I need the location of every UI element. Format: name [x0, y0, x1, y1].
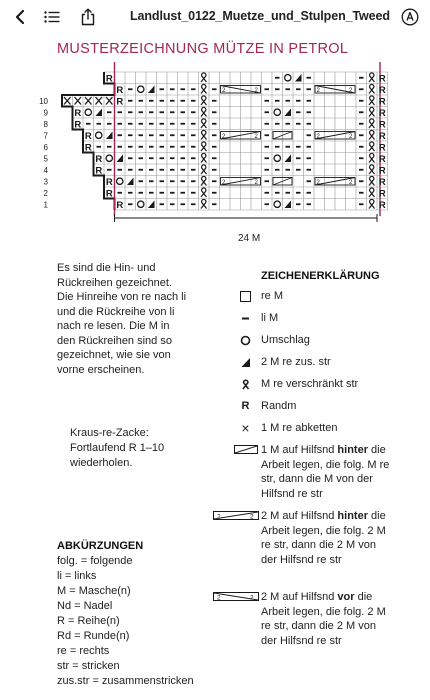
- purl-mark: [307, 111, 312, 113]
- legend-heading: ZEICHENERKLÄRUNG: [261, 270, 380, 282]
- purl-mark: [307, 100, 312, 102]
- yarnover-mark: [85, 109, 91, 115]
- edge-stitch-mark: R: [105, 176, 113, 188]
- purl-mark: [139, 100, 144, 102]
- purl-mark: [160, 203, 165, 205]
- purl-mark: [296, 111, 301, 113]
- purl-mark: [286, 192, 291, 194]
- purl-mark: [212, 146, 217, 148]
- legend-item-purl: li M: [230, 311, 391, 326]
- cable-badge: 2: [222, 180, 226, 186]
- purl-mark: [97, 123, 102, 125]
- purl-mark: [359, 111, 364, 113]
- legend-item-edge: R Randm: [241, 400, 297, 412]
- purl-mark: [265, 192, 270, 194]
- purl-mark: [212, 88, 217, 90]
- purl-mark: [191, 169, 196, 171]
- purl-mark: [118, 111, 123, 113]
- purl-mark: [149, 111, 154, 113]
- cable-badge: 2: [349, 88, 353, 94]
- edge-stitch-mark: R: [378, 73, 386, 85]
- edge-stitch-mark: R: [378, 188, 386, 200]
- purl-mark: [139, 146, 144, 148]
- purl-mark: [359, 123, 364, 125]
- legend-item-yarnover: Umschlag: [230, 333, 391, 348]
- edge-stitch-mark: R: [84, 130, 92, 142]
- cable-badge: 2: [222, 134, 226, 140]
- purl-mark: [212, 203, 217, 205]
- purl-mark: [149, 123, 154, 125]
- edge-stitch-mark: R: [116, 84, 124, 96]
- purl-mark: [97, 146, 102, 148]
- k2tog-mark: [106, 132, 113, 140]
- edge-stitch-mark: R: [378, 176, 386, 188]
- purl-mark: [128, 192, 133, 194]
- purl-mark: [212, 134, 217, 136]
- chart-width-label: 24 M: [238, 233, 261, 244]
- row-number: 1: [43, 200, 48, 210]
- purl-mark: [160, 157, 165, 159]
- purl-mark: [191, 203, 196, 205]
- legend-item-knit: re M: [230, 289, 391, 304]
- cable-badge: 2: [349, 134, 353, 140]
- share-button[interactable]: [76, 5, 100, 29]
- purl-mark: [359, 77, 364, 79]
- purl-mark: [307, 146, 312, 148]
- purl-mark: [359, 180, 364, 182]
- twisted-stitch-mark: [369, 165, 375, 174]
- purl-mark: [118, 134, 123, 136]
- purl-mark: [170, 146, 175, 148]
- purl-mark: [359, 192, 364, 194]
- purl-mark: [160, 88, 165, 90]
- yarnover-mark: [138, 86, 144, 92]
- twisted-stitch-mark: [369, 96, 375, 105]
- abbreviation-item: str = stricken: [57, 660, 120, 672]
- filled-triangle-icon: [240, 357, 251, 368]
- yarnover-mark: [285, 75, 291, 81]
- row-number: 7: [43, 131, 48, 141]
- purl-mark: [139, 192, 144, 194]
- purl-mark: [296, 169, 301, 171]
- purl-mark: [286, 146, 291, 148]
- intro-text: Es sind die Hin- und Rückreihen gezeichnet. Die Hinreihe von re nach li und die Rückreihe von li nach re lesen. Die M in den Rückreihen sind so gezeichnet, wie sie von vorne erscheinen.: [57, 262, 187, 376]
- markup-pen-icon: [401, 8, 419, 26]
- purl-mark: [296, 157, 301, 159]
- legend-item-cable-2-back: 2 2 2 M auf Hilfsnd hinter die Arbeit legen, die folg. 2 M re str, dann die 2 M von der Hilfsnd re str: [210, 509, 391, 567]
- letter-r-icon: R: [241, 400, 250, 412]
- purl-mark: [265, 88, 270, 90]
- cable-badge: 2: [316, 88, 320, 94]
- purl-mark: [160, 123, 165, 125]
- share-icon: [80, 8, 96, 26]
- cable-badge: 2: [316, 180, 320, 186]
- purl-mark: [296, 146, 301, 148]
- purl-mark: [170, 180, 175, 182]
- purl-mark: [181, 88, 186, 90]
- purl-mark: [118, 146, 123, 148]
- purl-mark: [307, 88, 312, 90]
- purl-mark: [118, 169, 123, 171]
- purl-mark: [139, 111, 144, 113]
- abbreviation-item: M = Masche(n): [57, 585, 131, 597]
- purl-mark: [181, 100, 186, 102]
- purl-mark: [307, 203, 312, 205]
- twisted-stitch-mark: [201, 73, 207, 82]
- purl-mark: [265, 123, 270, 125]
- purl-mark: [265, 203, 270, 205]
- twisted-stitch-mark: [369, 73, 375, 82]
- purl-mark: [286, 88, 291, 90]
- yarnover-mark: [274, 109, 280, 115]
- purl-mark: [128, 134, 133, 136]
- bindoff-mark: [106, 97, 113, 105]
- purl-mark: [181, 146, 186, 148]
- abbreviation-item: R = Reihe(n): [57, 615, 120, 627]
- k2tog-mark: [127, 178, 134, 186]
- edge-stitch-mark: R: [74, 107, 82, 119]
- purl-mark: [296, 123, 301, 125]
- purl-mark: [149, 157, 154, 159]
- twisted-stitch-mark: [369, 84, 375, 93]
- purl-mark: [149, 169, 154, 171]
- purl-mark: [181, 123, 186, 125]
- purl-mark: [359, 169, 364, 171]
- yarnover-mark: [274, 201, 280, 207]
- row-number: 3: [43, 177, 48, 187]
- k2tog-mark: [285, 109, 292, 117]
- twisted-stitch-mark: [369, 142, 375, 151]
- purl-mark: [359, 203, 364, 205]
- cable-2-front-icon: [213, 592, 259, 602]
- svg-text:2: 2: [249, 594, 254, 602]
- purl-mark: [170, 88, 175, 90]
- purl-mark: [212, 192, 217, 194]
- edge-stitch-mark: R: [105, 73, 113, 85]
- edge-stitch-mark: R: [378, 130, 386, 142]
- k2tog-mark: [285, 155, 292, 163]
- knitting-chart: [0, 60, 430, 240]
- purl-mark: [160, 100, 165, 102]
- k2tog-mark: [117, 155, 124, 163]
- twisted-stitch-mark: [369, 188, 375, 197]
- purl-mark: [307, 134, 312, 136]
- purl-mark: [296, 203, 301, 205]
- purl-mark: [307, 77, 312, 79]
- twisted-stitch-mark: [201, 119, 207, 128]
- purl-mark: [160, 180, 165, 182]
- edge-stitch-mark: R: [84, 142, 92, 154]
- purl-mark: [275, 146, 280, 148]
- edge-stitch-mark: R: [378, 96, 386, 108]
- edge-stitch-mark: R: [116, 96, 124, 108]
- x-mark-icon: ×: [241, 420, 250, 436]
- purl-mark: [107, 111, 112, 113]
- purl-mark: [118, 123, 123, 125]
- purl-mark: [212, 123, 217, 125]
- bindoff-mark: [96, 97, 103, 105]
- purl-mark: [359, 157, 364, 159]
- purl-mark: [275, 192, 280, 194]
- yarnover-mark: [96, 132, 102, 138]
- twisted-stitch-mark: [369, 107, 375, 116]
- purl-mark: [286, 100, 291, 102]
- cable-badge: 2: [349, 180, 353, 186]
- cable-badge: 2: [316, 134, 320, 140]
- purl-mark: [160, 146, 165, 148]
- purl-mark: [128, 88, 133, 90]
- purl-mark: [170, 203, 175, 205]
- purl-mark: [307, 157, 312, 159]
- document-title: Landlust_0122_Muetze_und_Stulpen_Tweed: [130, 9, 390, 23]
- purl-mark: [128, 100, 133, 102]
- yarnover-mark: [138, 201, 144, 207]
- purl-mark: [181, 203, 186, 205]
- purl-mark: [128, 146, 133, 148]
- legend-item-twisted: M re verschränkt str: [230, 377, 391, 392]
- row-number: 9: [43, 108, 48, 118]
- purl-mark: [191, 192, 196, 194]
- yarnover-mark: [274, 155, 280, 161]
- purl-mark: [359, 134, 364, 136]
- purl-mark: [359, 146, 364, 148]
- purl-mark: [359, 88, 364, 90]
- purl-mark: [265, 169, 270, 171]
- legend-item-cable-2-front: 2 2 2 M auf Hilfsnd vor die Arbeit legen, die folg. 2 M re str, dann die 2 M von der Hilfsnd re str: [210, 590, 391, 648]
- edge-stitch-mark: R: [378, 107, 386, 119]
- zacke-text: Kraus-re-Zacke: Fortlaufend R 1–10 wiederholen.: [70, 427, 165, 469]
- back-button[interactable]: [8, 5, 32, 29]
- abbreviation-item: Rd = Runde(n): [57, 630, 130, 642]
- purl-mark: [212, 169, 217, 171]
- edge-stitch-mark: R: [378, 199, 386, 211]
- edge-stitch-mark: R: [378, 84, 386, 96]
- cable-badge: 2: [222, 88, 226, 94]
- yarnover-mark: [106, 155, 112, 161]
- abbreviation-item: folg. = folgende: [57, 555, 133, 567]
- bindoff-mark: [64, 97, 71, 105]
- legend-item-k2tog: 2 M re zus. str: [230, 355, 391, 370]
- purl-mark: [307, 169, 312, 171]
- cable-badge: 2: [254, 134, 258, 140]
- edge-stitch-mark: R: [378, 165, 386, 177]
- purl-mark: [212, 100, 217, 102]
- purl-mark: [181, 111, 186, 113]
- purl-mark: [275, 100, 280, 102]
- purl-mark: [286, 169, 291, 171]
- purl-mark: [181, 192, 186, 194]
- abbreviation-item: re = rechts: [57, 645, 110, 657]
- row-number: 6: [43, 143, 48, 152]
- edge-stitch-mark: R: [74, 119, 82, 131]
- edge-stitch-mark: R: [378, 119, 386, 131]
- purl-mark: [265, 134, 270, 136]
- purl-mark: [160, 192, 165, 194]
- row-number: 5: [43, 154, 48, 164]
- twisted-stitch-mark: [369, 176, 375, 185]
- cable-1-back-icon: [234, 445, 258, 455]
- k2tog-mark: [148, 201, 155, 209]
- purl-mark: [128, 111, 133, 113]
- purl-mark: [191, 123, 196, 125]
- bindoff-mark: [75, 97, 82, 105]
- purl-mark: [212, 180, 217, 182]
- purl-mark: [191, 146, 196, 148]
- purl-mark: [160, 169, 165, 171]
- abbreviation-item: Nd = Nadel: [57, 600, 113, 612]
- dash-icon: [240, 313, 251, 324]
- purl-mark: [128, 169, 133, 171]
- purl-mark: [265, 100, 270, 102]
- twisted-stitch-mark: [201, 142, 207, 151]
- purl-mark: [275, 88, 280, 90]
- purl-mark: [170, 157, 175, 159]
- k2tog-mark: [96, 109, 103, 117]
- row-number: 10: [39, 97, 48, 106]
- twisted-stitch-mark: [201, 130, 207, 139]
- edge-stitch-mark: R: [105, 188, 113, 200]
- purl-mark: [139, 169, 144, 171]
- edge-stitch-mark: R: [95, 153, 103, 165]
- purl-mark: [170, 100, 175, 102]
- list-icon: [44, 11, 60, 23]
- purl-mark: [149, 192, 154, 194]
- purl-mark: [149, 100, 154, 102]
- purl-mark: [170, 134, 175, 136]
- purl-mark: [191, 157, 196, 159]
- svg-text:2: 2: [216, 594, 221, 602]
- purl-mark: [139, 123, 144, 125]
- purl-mark: [275, 169, 280, 171]
- k2tog-mark: [285, 201, 292, 209]
- twisted-stitch-mark: [201, 84, 207, 93]
- empty-square-icon: [240, 291, 251, 302]
- purl-mark: [170, 123, 175, 125]
- purl-mark: [118, 192, 123, 194]
- purl-mark: [107, 169, 112, 171]
- purl-mark: [265, 180, 270, 182]
- purl-mark: [265, 157, 270, 159]
- row-number: 2: [43, 189, 48, 198]
- twisted-stitch-mark: [369, 119, 375, 128]
- purl-mark: [107, 123, 112, 125]
- chevron-left-icon: [14, 9, 26, 25]
- purl-mark: [265, 111, 270, 113]
- twisted-stitch-mark: [201, 153, 207, 162]
- twisted-stitch-mark: [201, 96, 207, 105]
- purl-mark: [139, 134, 144, 136]
- twisted-stitch-mark: [369, 153, 375, 162]
- purl-mark: [160, 134, 165, 136]
- abbreviations-list: [57, 554, 217, 689]
- purl-mark: [191, 111, 196, 113]
- purl-mark: [191, 180, 196, 182]
- purl-mark: [286, 123, 291, 125]
- purl-mark: [296, 192, 301, 194]
- purl-mark: [160, 111, 165, 113]
- purl-mark: [191, 88, 196, 90]
- purl-mark: [191, 100, 196, 102]
- purl-mark: [139, 180, 144, 182]
- twisted-stitch-mark: [201, 176, 207, 185]
- purl-mark: [307, 180, 312, 182]
- purl-mark: [128, 123, 133, 125]
- purl-mark: [181, 134, 186, 136]
- purl-mark: [181, 169, 186, 171]
- chart-title: MUSTERZEICHNUNG MÜTZE IN PETROL: [57, 41, 349, 57]
- purl-mark: [86, 123, 91, 125]
- twisted-stitch-mark: [201, 165, 207, 174]
- purl-mark: [149, 180, 154, 182]
- twisted-stitch-mark: [201, 199, 207, 208]
- purl-mark: [181, 180, 186, 182]
- yarnover-mark: [117, 178, 123, 184]
- abbreviation-item: zus.str = zusammenstricken: [57, 675, 194, 687]
- purl-mark: [181, 157, 186, 159]
- row-number: 8: [43, 120, 48, 129]
- purl-mark: [212, 157, 217, 159]
- purl-mark: [307, 123, 312, 125]
- edge-stitch-mark: R: [378, 153, 386, 165]
- markup-button[interactable]: [398, 5, 422, 29]
- purl-mark: [265, 146, 270, 148]
- abbreviation-item: li = links: [57, 570, 97, 582]
- svg-text:2: 2: [249, 513, 254, 521]
- purl-mark: [275, 77, 280, 79]
- top-toolbar: [0, 0, 430, 34]
- purl-mark: [128, 157, 133, 159]
- purl-mark: [139, 157, 144, 159]
- circle-icon: [240, 335, 251, 346]
- purl-mark: [191, 134, 196, 136]
- purl-mark: [275, 123, 280, 125]
- twisted-stitch-mark: [201, 107, 207, 116]
- edge-stitch-mark: R: [378, 142, 386, 154]
- purl-mark: [149, 134, 154, 136]
- row-number: 4: [43, 166, 48, 175]
- legend-item-bindoff: × 1 M re abketten: [241, 420, 338, 436]
- edge-stitch-mark: R: [95, 165, 103, 177]
- purl-mark: [296, 100, 301, 102]
- purl-mark: [307, 192, 312, 194]
- twisted-stitch-icon: [240, 379, 251, 390]
- twisted-stitch-mark: [369, 130, 375, 139]
- twisted-stitch-mark: [201, 188, 207, 197]
- bindoff-mark: [85, 97, 92, 105]
- cable-2-back-icon: [213, 511, 259, 521]
- purl-mark: [107, 146, 112, 148]
- purl-mark: [170, 111, 175, 113]
- k2tog-mark: [148, 86, 155, 94]
- purl-mark: [128, 203, 133, 205]
- cable-badge: 2: [254, 88, 258, 94]
- cable-badge: 2: [254, 180, 258, 186]
- edge-stitch-mark: R: [116, 199, 124, 211]
- k2tog-mark: [295, 74, 302, 82]
- legend-item-cable-1-back: 1 M auf Hilfsnd hinter die Arbeit legen, die folg. M re str, dann die M von der Hilfsnd re str: [230, 443, 391, 501]
- purl-mark: [296, 88, 301, 90]
- twisted-stitch-mark: [369, 199, 375, 208]
- purl-mark: [359, 100, 364, 102]
- abbreviations-heading: ABKÜRZUNGEN: [57, 540, 144, 552]
- purl-mark: [170, 169, 175, 171]
- purl-mark: [212, 111, 217, 113]
- svg-text:2: 2: [216, 513, 221, 521]
- purl-mark: [170, 192, 175, 194]
- toc-button[interactable]: [40, 5, 64, 29]
- purl-mark: [149, 146, 154, 148]
